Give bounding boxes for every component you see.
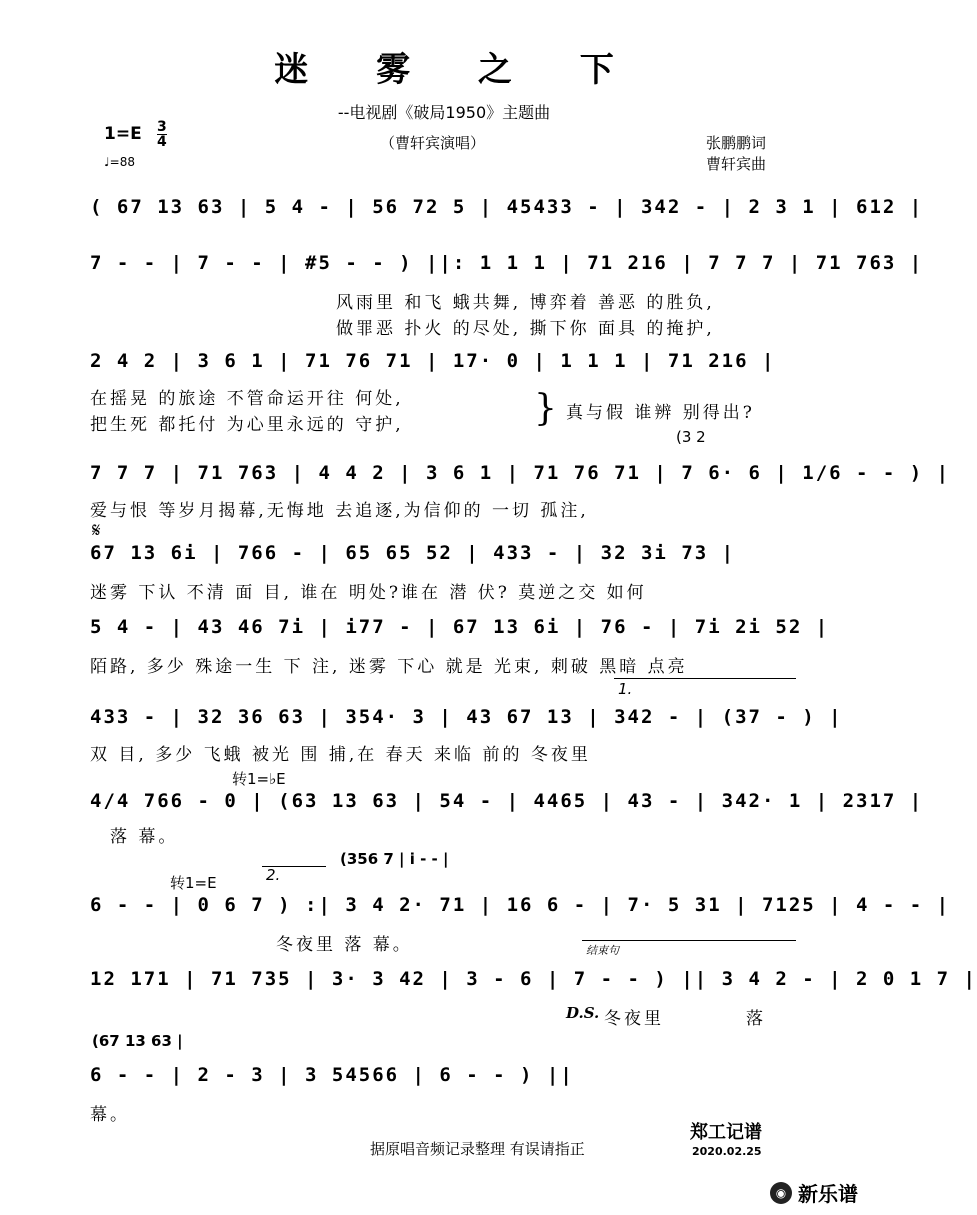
logo-text: 新乐谱: [798, 1182, 858, 1206]
time-signature: [156, 120, 168, 149]
volta-2-label: 2.: [266, 866, 281, 884]
singer-credit: （曹轩宾演唱）: [380, 134, 486, 152]
dal-segno-mark: D.S.: [566, 1004, 600, 1022]
lyric-chorus-3: 双 目, 多少 飞蛾 被光 围 捕,在 春天 来临 前的 冬夜里: [90, 745, 591, 765]
notation-row-6: 5 4 - | 43 46 7i | i77 - | 67 13 6i | 76 - | 7i 2i 52 |: [90, 616, 830, 638]
ending-phrase-label: 结束句: [586, 944, 619, 957]
notation-row-9: 6 - - | 0 6 7 ) :| 3 4 2· 71 | 16 6 - | 7· 5 31 | 7125 | 4 - - |: [90, 894, 951, 916]
transcriber-stamp: 郑工记谱: [690, 1122, 762, 1143]
brace-symbol: }: [534, 388, 557, 429]
notation-row-5: 67 13 6i | 766 - | 65 65 52 | 433 - | 32 3i 73 |: [90, 542, 736, 564]
modulation-to-eflat: 转1=♭E: [232, 770, 286, 788]
lyric-chorus-2: 陌路, 多少 殊途一生 下 注, 迷雾 下心 就是 光束, 刺破 黑暗 点亮: [90, 657, 688, 677]
segno-sign: 𝄋: [92, 518, 101, 542]
site-logo[interactable]: [770, 1178, 858, 1207]
lyric-chorus-1: 迷雾 下认 不清 面 目, 谁在 明处?谁在 潜 伏? 莫逆之交 如何: [90, 583, 647, 603]
lyric-verse3: 爱与恨 等岁月揭幕,无悔地 去追逐,为信仰的 一切 孤注,: [90, 501, 589, 521]
notation-row-10: 12 171 | 71 735 | 3· 3 42 | 3 - 6 | 7 - - ) || 3 4 2 - | 2 0 1 7 |: [90, 968, 977, 990]
ds-lyric-a: 冬夜里: [604, 1009, 664, 1029]
notation-row-4: 7 7 7 | 71 763 | 4 4 2 | 3 6 1 | 71 76 71 | 7 6· 6 | 1/6 - - ) |: [90, 462, 951, 484]
notation-row-1: ( 67 13 63 | 5 4 - | 56 72 5 | 45433 - | 342 - | 2 3 1 | 612 |: [90, 196, 924, 218]
upper-phrase: (356 7 | i - - |: [340, 850, 449, 868]
volta-1-bracket: [614, 678, 796, 679]
lyric-verse1-line-b: 做罪恶 扑火 的尽处, 撕下你 面具 的掩护,: [336, 319, 715, 339]
small-notes-32: (3 2: [676, 428, 706, 446]
transcription-note: 据原唱音频记录整理 有误请指正: [370, 1140, 585, 1158]
volta-1-label: 1.: [618, 680, 633, 698]
notation-row-2: 7 - - | 7 - - | #5 - - ) ||: 1 1 1 | 71 216 | 7 7 7 | 71 763 |: [90, 252, 924, 274]
final-small-notes: (67 13 63 |: [92, 1032, 183, 1050]
tempo-marking: ♩=88: [104, 155, 135, 169]
record-disc-icon: ◉: [770, 1182, 792, 1204]
time-bottom: 4: [157, 134, 167, 150]
lyricist-credit: 张鹏鹏词: [706, 134, 767, 152]
key-signature: 1=E: [104, 124, 142, 144]
lyric-verse2-line-a: 在摇晃 的旅途 不管命运开往 何处,: [90, 389, 404, 409]
notation-row-8: 4/4 766 - 0 | (63 13 63 | 54 - | 4465 | 43 - | 342· 1 | 2317 |: [90, 790, 924, 812]
notation-row-7: 433 - | 32 36 63 | 354· 3 | 43 67 13 | 342 - | (37 - ) |: [90, 706, 843, 728]
song-title: 迷 雾 之 下: [274, 50, 642, 90]
modulation-to-e: 转1=E: [170, 874, 217, 892]
time-top: 3: [157, 119, 167, 135]
lyric-final: 幕。: [90, 1105, 130, 1125]
notation-row-3: 2 4 2 | 3 6 1 | 71 76 71 | 17· 0 | 1 1 1 | 71 216 |: [90, 350, 776, 372]
lyric-verse1-line-a: 风雨里 和飞 蛾共舞, 博弈着 善恶 的胜负,: [336, 293, 715, 313]
lyric-ending-1: 落 幕。: [110, 827, 179, 847]
lyric-verse2-line-b: 把生死 都托付 为心里永远的 守护,: [90, 415, 404, 435]
transcription-date: 2020.02.25: [692, 1145, 762, 1158]
lyric-verse2-line-c: 真与假 谁辨 别得出?: [566, 403, 755, 423]
ending-phrase-bracket: [582, 940, 796, 941]
notation-row-11: 6 - - | 2 - 3 | 3 54566 | 6 - - ) ||: [90, 1064, 574, 1086]
song-subtitle: --电视剧《破局1950》主题曲: [337, 103, 551, 122]
ds-lyric-b: 落: [746, 1009, 766, 1029]
lyric-ending-2: 冬夜里 落 幕。: [276, 935, 413, 955]
composer-credit: 曹轩宾曲: [706, 155, 767, 173]
